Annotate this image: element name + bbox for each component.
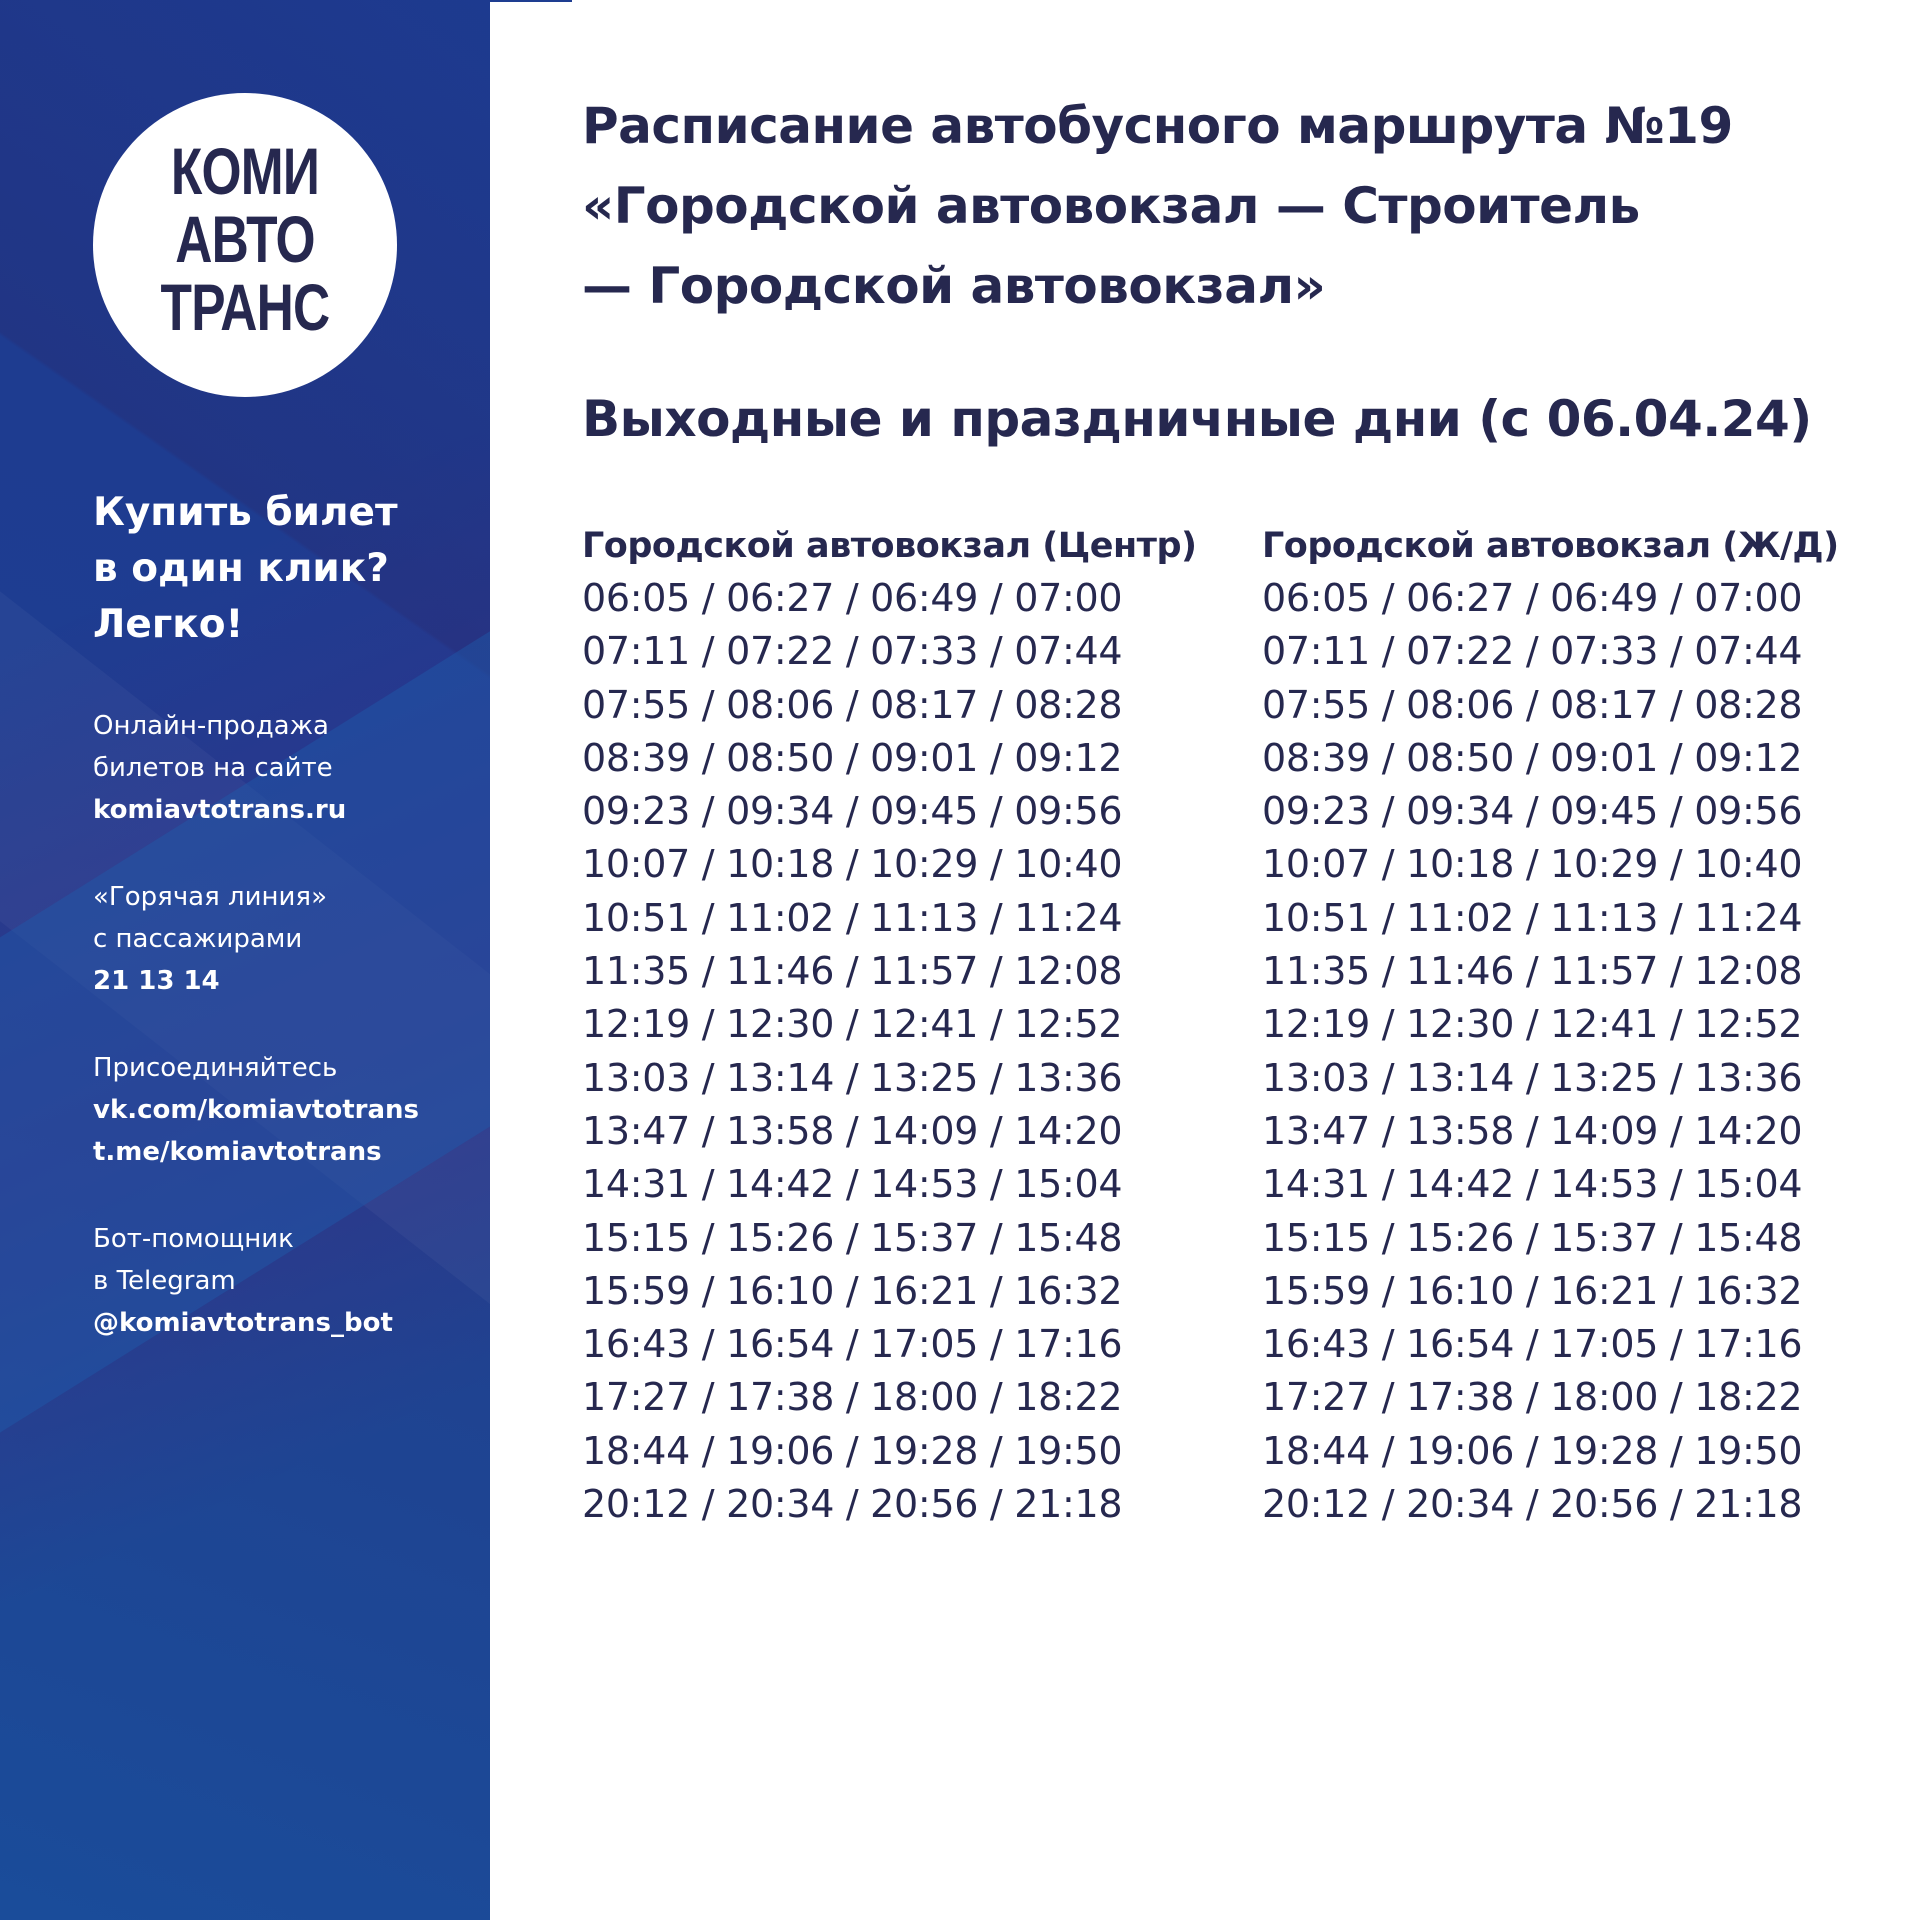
time-row: 10:51 / 11:02 / 11:13 / 11:24 <box>1262 895 1803 940</box>
title-line: «Городской автовокзал — Строитель <box>582 177 1640 235</box>
title-line: — Городской автовокзал» <box>582 257 1326 315</box>
schedule-period: Выходные и праздничные дни (с 06.04.24) <box>582 390 1812 448</box>
time-row: 20:12 / 20:34 / 20:56 / 21:18 <box>1262 1482 1803 1527</box>
time-row: 16:43 / 16:54 / 17:05 / 17:16 <box>1262 1322 1803 1367</box>
schedule-column-railway <box>1262 520 1839 1531</box>
time-row: 14:31 / 14:42 / 14:53 / 15:04 <box>582 1162 1123 1207</box>
info-text: Бот-помощник <box>93 1224 294 1254</box>
page-title <box>582 86 1882 326</box>
column-heading: Городской автовокзал (Ж/Д) <box>1262 526 1839 566</box>
promo-line: в один клик? <box>93 546 389 591</box>
time-row: 15:15 / 15:26 / 15:37 / 15:48 <box>1262 1215 1803 1260</box>
time-row: 09:23 / 09:34 / 09:45 / 09:56 <box>1262 789 1803 834</box>
logo-wordmark <box>126 134 363 344</box>
title-line: Расписание автобусного маршрута №19 <box>582 97 1733 155</box>
info-text: с пассажирами <box>93 924 303 954</box>
sidebar <box>0 0 490 1920</box>
time-row: 18:44 / 19:06 / 19:28 / 19:50 <box>1262 1428 1803 1473</box>
logo-line: АВТО <box>175 202 315 276</box>
time-row: 13:03 / 13:14 / 13:25 / 13:36 <box>1262 1055 1803 1100</box>
online-sale-info <box>93 705 483 831</box>
time-row: 15:59 / 16:10 / 16:21 / 16:32 <box>582 1268 1123 1313</box>
time-row: 07:11 / 07:22 / 07:33 / 07:44 <box>1262 629 1803 674</box>
time-row: 13:03 / 13:14 / 13:25 / 13:36 <box>582 1055 1123 1100</box>
column-heading: Городской автовокзал (Центр) <box>582 526 1197 566</box>
time-row: 10:07 / 10:18 / 10:29 / 10:40 <box>582 842 1123 887</box>
top-edge-line <box>490 0 572 2</box>
time-row: 09:23 / 09:34 / 09:45 / 09:56 <box>582 789 1123 834</box>
time-row: 07:55 / 08:06 / 08:17 / 08:28 <box>1262 682 1803 727</box>
time-row: 15:15 / 15:26 / 15:37 / 15:48 <box>582 1215 1123 1260</box>
info-text: в Telegram <box>93 1266 236 1296</box>
info-text: Онлайн-продажа <box>93 711 329 741</box>
schedule-column-center <box>582 520 1197 1531</box>
time-row: 10:07 / 10:18 / 10:29 / 10:40 <box>1262 842 1803 887</box>
time-row: 08:39 / 08:50 / 09:01 / 09:12 <box>582 735 1123 780</box>
company-logo <box>93 93 397 397</box>
time-row: 16:43 / 16:54 / 17:05 / 17:16 <box>582 1322 1123 1367</box>
departure-times <box>1262 572 1839 1531</box>
bot-info <box>93 1218 483 1344</box>
promo-line: Купить билет <box>93 490 398 535</box>
vk-link[interactable]: vk.com/komiavtotrans <box>93 1095 420 1125</box>
departure-times <box>582 572 1197 1531</box>
time-row: 07:55 / 08:06 / 08:17 / 08:28 <box>582 682 1123 727</box>
time-row: 10:51 / 11:02 / 11:13 / 11:24 <box>582 895 1123 940</box>
time-row: 12:19 / 12:30 / 12:41 / 12:52 <box>582 1002 1123 1047</box>
time-row: 08:39 / 08:50 / 09:01 / 09:12 <box>1262 735 1803 780</box>
time-row: 06:05 / 06:27 / 06:49 / 07:00 <box>582 576 1123 620</box>
time-row: 18:44 / 19:06 / 19:28 / 19:50 <box>582 1428 1123 1473</box>
telegram-link[interactable]: t.me/komiavtotrans <box>93 1137 382 1167</box>
time-row: 13:47 / 13:58 / 14:09 / 14:20 <box>1262 1108 1803 1153</box>
hotline-phone[interactable]: 21 13 14 <box>93 966 220 996</box>
social-info <box>93 1047 483 1173</box>
hotline-info <box>93 876 483 1002</box>
time-row: 11:35 / 11:46 / 11:57 / 12:08 <box>582 949 1123 994</box>
promo-heading <box>93 485 473 653</box>
time-row: 15:59 / 16:10 / 16:21 / 16:32 <box>1262 1268 1803 1313</box>
time-row: 17:27 / 17:38 / 18:00 / 18:22 <box>1262 1375 1803 1420</box>
time-row: 06:05 / 06:27 / 06:49 / 07:00 <box>1262 576 1803 620</box>
time-row: 17:27 / 17:38 / 18:00 / 18:22 <box>582 1375 1123 1420</box>
info-text: Присоединяйтесь <box>93 1053 338 1083</box>
info-text: «Горячая линия» <box>93 882 327 912</box>
info-text: билетов на сайте <box>93 753 333 783</box>
website-link[interactable]: komiavtotrans.ru <box>93 795 347 825</box>
time-row: 12:19 / 12:30 / 12:41 / 12:52 <box>1262 1002 1803 1047</box>
logo-line: ТРАНС <box>160 270 330 344</box>
promo-line: Легко! <box>93 602 244 647</box>
time-row: 20:12 / 20:34 / 20:56 / 21:18 <box>582 1482 1123 1527</box>
time-row: 11:35 / 11:46 / 11:57 / 12:08 <box>1262 949 1803 994</box>
time-row: 07:11 / 07:22 / 07:33 / 07:44 <box>582 629 1123 674</box>
logo-line: КОМИ <box>170 134 320 208</box>
time-row: 13:47 / 13:58 / 14:09 / 14:20 <box>582 1108 1123 1153</box>
time-row: 14:31 / 14:42 / 14:53 / 15:04 <box>1262 1162 1803 1207</box>
telegram-bot-link[interactable]: @komiavtotrans_bot <box>93 1308 393 1338</box>
